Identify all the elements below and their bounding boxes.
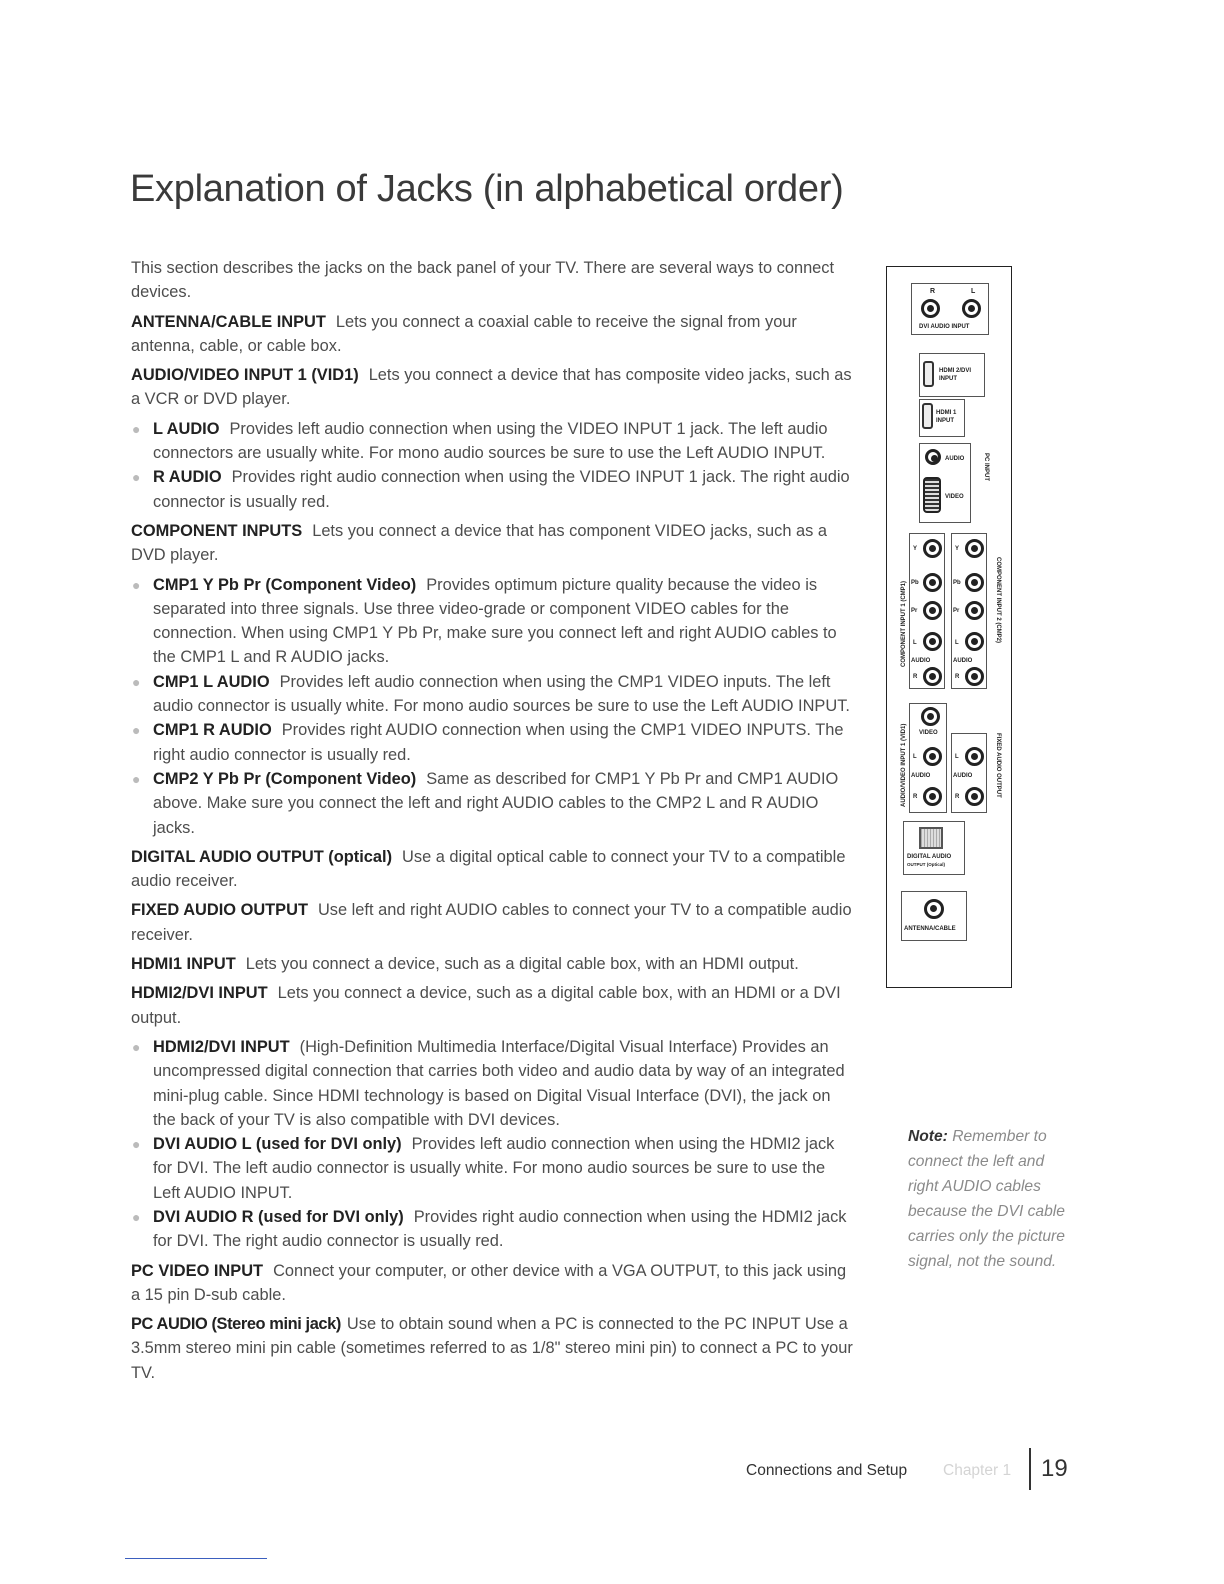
entry-text: Lets you connect a coaxial cable to receive the signal from your antenna, cable, or cable box.	[131, 312, 797, 355]
bullet-cmp1-r-audio	[131, 718, 853, 767]
cmp1-pr-label: Pr	[911, 608, 918, 614]
cmp2-y-jack-icon	[965, 539, 984, 558]
entry-hdmi2-dvi-input	[131, 981, 853, 1030]
entry-pc-video-input	[131, 1259, 853, 1308]
cmp1-audio-label: AUDIO	[911, 658, 931, 664]
bullet-cmp1-ypbpr	[131, 573, 853, 670]
bullet-text: Same as described for CMP1 Y Pb Pr and CMP1 AUDIO above. Make sure you connect the left and right AUDIO cables to the CMP2 L and R AUDIO jacks.	[153, 769, 839, 837]
bullet-icon: ●	[132, 576, 141, 593]
entry-term: COMPONENT INPUTS	[131, 521, 303, 540]
bullet-hdmi2-dvi	[131, 1035, 853, 1132]
antenna-label: ANTENNA/CABLE	[904, 926, 956, 932]
vid1-l-label: L	[913, 754, 917, 760]
antenna-jack-icon	[924, 899, 944, 919]
pc-input-label: PC INPUT	[983, 453, 989, 482]
entry-text: Lets you connect a device, such as a digital cable box, with an HDMI or a DVI output.	[131, 984, 841, 1027]
entry-digital-audio-output	[131, 845, 853, 894]
cmp2-l-label: L	[955, 640, 959, 646]
bullet-text: Provides right audio connection when using the HDMI2 jack for DVI. The right audio connector is usually red.	[153, 1207, 847, 1251]
cmp2-pr-jack-icon	[965, 601, 984, 620]
dvi-audio-label: DVI AUDIO INPUT	[919, 324, 970, 330]
hdmi1-port-icon	[922, 403, 933, 429]
footer-chapter: Chapter 1	[943, 1462, 1012, 1479]
cmp2-r-label: R	[955, 674, 960, 680]
back-panel-diagram	[886, 266, 1012, 988]
hdmi2-label: HDMI 2/DVI	[939, 368, 972, 374]
entry-term: FIXED AUDIO OUTPUT	[131, 901, 308, 920]
bullet-term: CMP1 R AUDIO	[153, 721, 272, 740]
bullet-cmp2-ypbpr	[131, 767, 853, 840]
vid1-video-label: VIDEO	[919, 730, 938, 736]
cmp2-pb-jack-icon	[965, 573, 984, 592]
bullet-term: CMP1 L AUDIO	[153, 672, 270, 691]
fixed-r-jack-icon	[965, 787, 984, 806]
cmp2-y-label: Y	[955, 546, 960, 552]
entry-term: HDMI2/DVI INPUT	[131, 984, 268, 1003]
entry-hdmi1-input	[131, 952, 853, 976]
pc-audio-jack-icon	[925, 449, 941, 465]
entry-term: ANTENNA/CABLE INPUT	[131, 312, 326, 331]
fixed-audio-sub-label: AUDIO	[953, 773, 973, 779]
cmp1-y-jack-icon	[923, 539, 942, 558]
vid1-video-jack-icon	[921, 707, 940, 726]
bullet-icon: ●	[132, 770, 141, 787]
entry-fixed-audio-output	[131, 898, 853, 947]
vid1-r-label: R	[913, 794, 918, 800]
bullet-r-audio	[131, 465, 853, 514]
pc-video-label: VIDEO	[945, 494, 964, 500]
page-number: 19	[1041, 1455, 1068, 1482]
intro-paragraph: This section describes the jacks on the back panel of your TV. There are several ways to connect devices.	[131, 259, 835, 302]
dvi-r-jack-icon	[921, 299, 940, 318]
side-note	[908, 1124, 1078, 1274]
hdmi2-input-label: INPUT	[939, 376, 957, 382]
bullet-l-audio	[131, 417, 853, 466]
entry-term: HDMI1 INPUT	[131, 955, 236, 974]
bullet-dvi-audio-l	[131, 1132, 853, 1205]
entry-antenna-cable	[131, 310, 853, 359]
bullet-term: R AUDIO	[153, 468, 222, 487]
hdmi1-label: HDMI 1	[936, 410, 957, 416]
fixed-l-label: L	[955, 754, 959, 760]
cmp2-label: COMPONENT INPUT 2 (CMP2)	[995, 557, 1001, 644]
entry-text: Connect your computer, or other device with a VGA OUTPUT, to this jack using a 15 pin D-sub cable.	[131, 1261, 847, 1304]
cmp2-l-jack-icon	[965, 632, 984, 651]
entry-term: PC VIDEO INPUT	[131, 1261, 264, 1280]
dvi-r-label: R	[930, 288, 936, 295]
entry-text: Use left and right AUDIO cables to connect your TV to a compatible audio receiver.	[131, 901, 852, 944]
entry-term: DIGITAL AUDIO OUTPUT (optical)	[131, 847, 393, 866]
fixed-r-label: R	[955, 794, 960, 800]
hdmi2-port-icon	[923, 361, 934, 387]
bullet-icon: ●	[132, 1136, 141, 1153]
cmp2-pb-label: Pb	[953, 580, 961, 586]
dvi-l-label: L	[971, 288, 976, 295]
note-label: Note:	[908, 1128, 948, 1145]
entry-term: PC AUDIO (Stereo mini jack)	[131, 1315, 341, 1334]
vid1-l-jack-icon	[923, 747, 942, 766]
cmp1-label: COMPONENT INPUT 1 (CMP1)	[901, 580, 907, 667]
bullet-icon: ●	[132, 1208, 141, 1225]
bullet-text: Provides left audio connection when using the HDMI2 jack for DVI. The left audio connector is usually white. For mono audio sources be sure to use the Left AUDIO INPUT.	[153, 1135, 835, 1202]
bullet-term: CMP2 Y Pb Pr (Component Video)	[153, 769, 417, 788]
entry-term: AUDIO/VIDEO INPUT 1 (VID1)	[131, 366, 359, 385]
bullet-cmp1-l-audio	[131, 670, 853, 719]
optical-port-icon	[919, 827, 943, 849]
entry-av-input-1	[131, 363, 853, 412]
bullet-icon: ●	[132, 1038, 141, 1055]
footnote-rule	[125, 1558, 267, 1559]
cmp2-r-jack-icon	[965, 667, 984, 686]
bullet-icon: ●	[132, 420, 141, 437]
entry-text: Lets you connect a device that has component VIDEO jacks, such as a DVD player.	[131, 521, 827, 565]
bullet-text: Provides left audio connection when using the VIDEO INPUT 1 jack. The left audio connectors are usually white. For mono audio sources be sure to use the Left AUDIO INPUT.	[153, 419, 828, 463]
bullet-term: CMP1 Y Pb Pr (Component Video)	[153, 575, 417, 594]
entry-text: Use to obtain sound when a PC is connected to the PC INPUT Use a 3.5mm stereo mini pin cable (sometimes referred to as 1/8" stereo mini pin) to connect a PC to your TV.	[131, 1315, 853, 1382]
vid1-r-jack-icon	[923, 787, 942, 806]
bullet-text: Provides optimum picture quality because the video is separated into three signals. Use three video-grade or component VIDEO cables for the connection. When using CMP1 Y Pb Pr, make sure you connect left and right AUDIO cables to the CMP1 L and R AUDIO jacks.	[153, 575, 837, 667]
hdmi1-input-label: INPUT	[936, 418, 954, 424]
jack-descriptions	[131, 256, 853, 1390]
bullet-term: HDMI2/DVI INPUT	[153, 1037, 290, 1056]
footer-section-title: Connections and Setup	[746, 1462, 908, 1479]
cmp2-audio-label: AUDIO	[953, 658, 973, 664]
bullet-icon: ●	[132, 469, 141, 486]
bullet-text: Provides right AUDIO connection when using the CMP1 VIDEO INPUTS. The right audio connector is usually red.	[153, 721, 844, 764]
bullet-icon: ●	[132, 673, 141, 690]
vid1-audio-label: AUDIO	[911, 773, 931, 779]
bullet-text: (High-Definition Multimedia Interface/Digital Visual Interface) Provides an uncompressed digital connection that carries both video and audio data by way of an integrated mini-plug cable. Since HDMI technology is based on Digital Visual Interface (DVI), the jack on the back of your TV is also compatible with DVI devices.	[153, 1037, 845, 1129]
cmp2-pr-label: Pr	[953, 608, 960, 614]
cmp1-pb-label: Pb	[911, 580, 919, 586]
pc-audio-label: AUDIO	[945, 456, 965, 462]
vid1-label: AUDIO/VIDEO INPUT 1 (VID1)	[901, 723, 907, 807]
cmp1-pr-jack-icon	[923, 601, 942, 620]
digital-audio-label: DIGITAL AUDIO	[907, 854, 952, 860]
entry-text: Lets you connect a device, such as a digital cable box, with an HDMI output.	[245, 955, 799, 974]
entry-pc-audio	[131, 1312, 853, 1385]
cmp1-pb-jack-icon	[923, 573, 942, 592]
cmp1-l-jack-icon	[923, 632, 942, 651]
entry-text: Use a digital optical cable to connect your TV to a compatible audio receiver.	[131, 847, 846, 891]
bullet-dvi-audio-r	[131, 1205, 853, 1254]
cmp1-r-label: R	[913, 674, 918, 680]
digital-audio-sub-label: OUTPUT (Optical)	[907, 862, 945, 867]
dvi-l-jack-icon	[962, 299, 981, 318]
cmp1-y-label: Y	[913, 546, 918, 552]
page-title: Explanation of Jacks (in alphabetical order)	[130, 168, 844, 210]
bullet-term: L AUDIO	[153, 419, 220, 438]
bullet-text: Provides right audio connection when using the VIDEO INPUT 1 jack. The right audio connector is usually red.	[153, 468, 850, 511]
fixed-audio-label: FIXED AUDIO OUTPUT	[995, 733, 1001, 798]
cmp1-r-jack-icon	[923, 667, 942, 686]
fixed-l-jack-icon	[965, 747, 984, 766]
entry-component-inputs	[131, 519, 853, 568]
note-text: Remember to connect the left and right AUDIO cables because the DVI cable carries only the picture signal, not the sound.	[908, 1128, 1065, 1270]
bullet-term: DVI AUDIO L (used for DVI only)	[153, 1135, 402, 1154]
bullet-text: Provides left audio connection when using the CMP1 VIDEO inputs. The left audio connector is usually white. For mono audio sources be sure to use the Left AUDIO INPUT.	[153, 672, 850, 716]
cmp1-l-label: L	[913, 640, 917, 646]
bullet-term: DVI AUDIO R (used for DVI only)	[153, 1207, 404, 1226]
footer-divider	[1029, 1448, 1031, 1490]
entry-text: Lets you connect a device that has composite video jacks, such as a VCR or DVD player.	[131, 366, 852, 409]
bullet-icon: ●	[132, 722, 141, 739]
vga-port-icon	[923, 477, 941, 513]
